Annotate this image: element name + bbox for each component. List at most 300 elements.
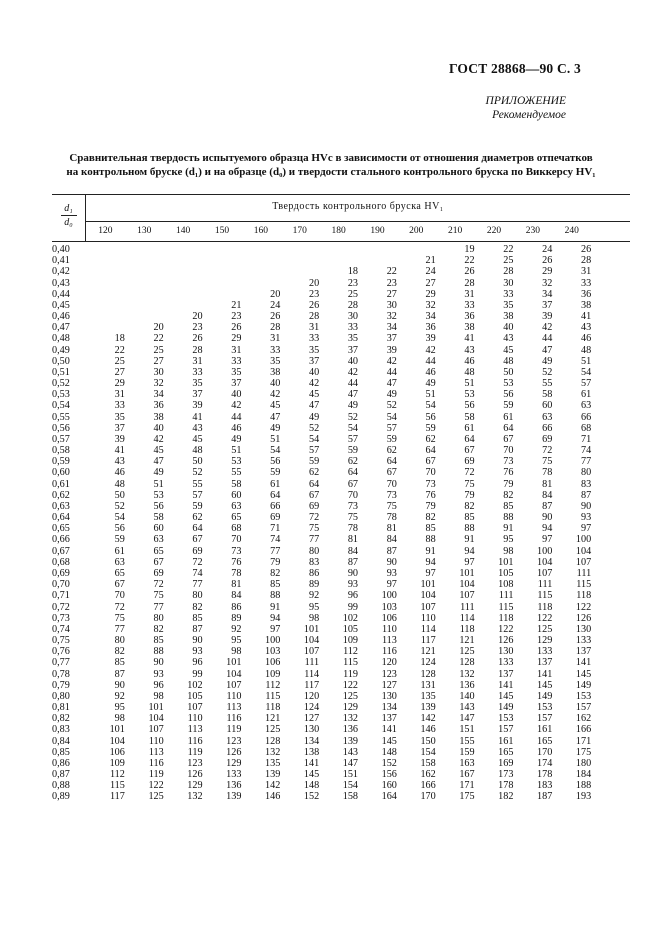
cell-value: 21 (231, 299, 242, 311)
cell-value: 117 (109, 791, 125, 803)
table-cell (203, 657, 242, 668)
table-cell (319, 400, 358, 411)
table-cell (552, 590, 591, 601)
cell-value: 101 (498, 556, 514, 568)
column-header: 150 (214, 226, 230, 236)
table-cell (552, 534, 591, 545)
table-cell (552, 456, 591, 467)
cell-value: 123 (381, 668, 397, 680)
cell-value: 52 (114, 500, 125, 512)
cell-value: 61 (270, 478, 281, 490)
table-cell (475, 613, 514, 624)
table-row (52, 300, 632, 311)
table-cell (86, 445, 125, 456)
table-cell (475, 389, 514, 400)
cell-value: 130 (575, 623, 592, 635)
cell-value: 87 (347, 556, 359, 568)
cell-value: 26 (542, 255, 553, 267)
table-cell (280, 322, 319, 333)
cell-value: 116 (187, 735, 203, 747)
table-cell (319, 602, 358, 613)
cell-value: 38 (580, 299, 592, 311)
table-cell (319, 289, 358, 300)
cell-value: 136 (459, 679, 475, 691)
cell-value: 83 (308, 556, 320, 568)
table-cell (319, 769, 358, 780)
cell-value: 73 (347, 500, 359, 512)
table-cell (86, 311, 125, 322)
table-cell (475, 780, 514, 791)
table-cell (164, 389, 203, 400)
table-cell (203, 278, 242, 289)
cell-value: 70 (503, 445, 514, 457)
table-cell (203, 389, 242, 400)
cell-value: 67 (503, 433, 514, 445)
cell-value: 113 (226, 702, 242, 714)
table-cell (358, 602, 397, 613)
cell-value: 28 (464, 277, 475, 289)
cell-value: 75 (153, 590, 164, 602)
table-cell (241, 289, 280, 300)
table-cell (280, 367, 319, 378)
cell-value: 107 (187, 702, 203, 714)
table-cell (436, 367, 475, 378)
table-cell (552, 646, 591, 657)
cell-value: 31 (270, 333, 281, 345)
cell-value: 58 (542, 389, 553, 401)
table-cell (86, 523, 125, 534)
cell-value: 137 (381, 713, 397, 725)
table-cell (397, 568, 436, 579)
table-cell (125, 780, 164, 791)
cell-value: 58 (464, 411, 475, 423)
table-cell (280, 412, 319, 423)
cell-value: 34 (153, 389, 164, 401)
table-cell (436, 490, 475, 501)
cell-value: 96 (192, 657, 203, 669)
table-cell (552, 523, 591, 534)
cell-value: 45 (503, 344, 514, 356)
cell-value: 43 (464, 344, 475, 356)
ratio-cell: 0,78 (52, 668, 70, 680)
table-cell (552, 412, 591, 423)
table-cell (358, 322, 397, 333)
table-cell (86, 613, 125, 624)
table-cell (358, 624, 397, 635)
table-cell (241, 345, 280, 356)
cell-value: 73 (231, 545, 242, 557)
table-cell (319, 724, 358, 735)
table-cell (436, 590, 475, 601)
table-cell (86, 412, 125, 423)
cell-value: 104 (148, 713, 164, 725)
cell-value: 48 (192, 445, 203, 457)
table-cell (552, 624, 591, 635)
cell-value: 134 (303, 735, 320, 747)
table-cell (319, 546, 358, 557)
cell-value: 40 (347, 355, 359, 367)
cell-value: 60 (153, 523, 164, 535)
table-cell (241, 724, 280, 735)
cell-value: 41 (114, 445, 125, 457)
cell-value: 135 (265, 757, 281, 769)
table-row (52, 691, 632, 702)
table-cell (475, 680, 514, 691)
table-row (52, 322, 632, 333)
table-cell (125, 579, 164, 590)
ratio-cell: 0,67 (52, 545, 70, 557)
table-cell (319, 434, 358, 445)
table-cell (475, 534, 514, 545)
table-cell (358, 512, 397, 523)
ratio-cell: 0,56 (52, 422, 70, 434)
table-cell (397, 646, 436, 657)
table-cell (280, 311, 319, 322)
cell-value: 115 (498, 601, 514, 613)
table-cell (358, 445, 397, 456)
table-cell (280, 501, 319, 512)
cell-value: 161 (537, 724, 553, 736)
table-cell (125, 602, 164, 613)
table-cell (552, 758, 591, 769)
table-cell (319, 758, 358, 769)
cell-value: 85 (464, 512, 475, 524)
cell-value: 51 (580, 355, 592, 367)
table-cell (125, 490, 164, 501)
table-cell (319, 680, 358, 691)
table-cell (86, 479, 125, 490)
cell-value: 119 (148, 769, 164, 781)
table-cell (164, 534, 203, 545)
table-cell (513, 557, 552, 568)
cell-value: 69 (464, 456, 475, 468)
table-cell (552, 490, 591, 501)
cell-value: 34 (542, 288, 553, 300)
cell-value: 37 (386, 333, 397, 345)
cell-value: 55 (231, 467, 242, 479)
table-cell (241, 646, 280, 657)
cell-value: 151 (459, 724, 475, 736)
table-cell (203, 635, 242, 646)
table-cell (280, 423, 319, 434)
table-cell (280, 266, 319, 277)
cell-value: 67 (386, 467, 397, 479)
table-cell (86, 367, 125, 378)
table-cell (125, 680, 164, 691)
cell-value: 165 (537, 735, 553, 747)
cell-value: 180 (575, 757, 592, 769)
table-cell (513, 780, 552, 791)
ratio-cell: 0,88 (52, 780, 70, 792)
cell-value: 89 (231, 612, 242, 624)
table-cell (319, 412, 358, 423)
table-cell (436, 266, 475, 277)
table-cell (125, 713, 164, 724)
table-cell (397, 445, 436, 456)
table-cell (319, 501, 358, 512)
table-cell (86, 501, 125, 512)
cell-value: 145 (575, 668, 592, 680)
table-cell (358, 613, 397, 624)
cell-value: 54 (114, 512, 125, 524)
cell-value: 30 (347, 311, 359, 323)
cell-value: 80 (192, 590, 203, 602)
table-cell (513, 333, 552, 344)
table-cell (436, 602, 475, 613)
table-cell (552, 747, 591, 758)
cell-value: 75 (464, 478, 475, 490)
table-cell (319, 702, 358, 713)
table-cell (280, 278, 319, 289)
table-cell (397, 736, 436, 747)
cell-value: 178 (498, 780, 514, 792)
table-cell (203, 266, 242, 277)
cell-value: 89 (308, 579, 320, 591)
cell-value: 33 (114, 400, 125, 412)
table-cell (203, 467, 242, 478)
cell-value: 145 (381, 735, 397, 747)
table-cell (513, 691, 552, 702)
cell-value: 122 (148, 780, 164, 792)
table-cell (513, 579, 552, 590)
cell-value: 95 (114, 702, 125, 714)
table-cell (552, 657, 591, 668)
table-cell (241, 534, 280, 545)
table-cell (319, 657, 358, 668)
cell-value: 123 (226, 735, 242, 747)
cell-value: 119 (226, 724, 242, 736)
cell-value: 52 (542, 366, 553, 378)
cell-value: 34 (386, 322, 397, 334)
table-cell (552, 724, 591, 735)
cell-value: 101 (459, 567, 475, 579)
table-cell (319, 791, 358, 802)
table-cell (552, 769, 591, 780)
ratio-cell: 0,61 (52, 478, 70, 490)
cell-value: 25 (114, 355, 125, 367)
table-cell (86, 546, 125, 557)
cell-value: 101 (148, 702, 164, 714)
cell-value: 82 (153, 623, 164, 635)
cell-value: 40 (153, 422, 164, 434)
table-row (52, 669, 632, 680)
table-cell (552, 479, 591, 490)
table-row (52, 680, 632, 691)
table-cell (358, 456, 397, 467)
cell-value: 111 (304, 657, 320, 669)
cell-value: 123 (187, 757, 203, 769)
cell-value: 105 (342, 623, 359, 635)
table-cell (475, 289, 514, 300)
table-row (52, 356, 632, 367)
cell-value: 97 (542, 534, 553, 546)
ratio-cell: 0,76 (52, 646, 70, 658)
table-row (52, 378, 632, 389)
cell-value: 98 (231, 646, 242, 658)
table-cell (552, 467, 591, 478)
cell-value: 162 (420, 769, 436, 781)
cell-value: 47 (308, 400, 320, 412)
cell-value: 114 (304, 668, 320, 680)
cell-value: 122 (498, 623, 514, 635)
table-cell (475, 367, 514, 378)
table-cell (436, 534, 475, 545)
cell-value: 78 (386, 512, 397, 524)
ratio-numerator: d₁ (64, 203, 73, 214)
cell-value: 67 (464, 445, 475, 457)
cell-value: 151 (342, 769, 359, 781)
ratio-cell: 0,59 (52, 456, 70, 468)
cell-value: 105 (187, 690, 203, 702)
table-cell (513, 635, 552, 646)
cell-value: 28 (192, 344, 203, 356)
cell-value: 188 (575, 780, 592, 792)
table-cell (436, 680, 475, 691)
table-cell (397, 467, 436, 478)
ratio-cell: 0,54 (52, 400, 70, 412)
cell-value: 72 (464, 467, 475, 479)
table-cell (241, 400, 280, 411)
table-cell (125, 389, 164, 400)
table-cell (358, 579, 397, 590)
table-cell (203, 602, 242, 613)
table-cell (125, 691, 164, 702)
cell-value: 125 (459, 646, 475, 658)
cell-value: 84 (386, 534, 397, 546)
cell-value: 69 (192, 545, 203, 557)
table-cell (475, 791, 514, 802)
table-cell (203, 512, 242, 523)
cell-value: 99 (192, 668, 203, 680)
ratio-cell: 0,69 (52, 567, 70, 579)
table-cell (86, 769, 125, 780)
table-cell (203, 624, 242, 635)
cell-value: 98 (114, 713, 125, 725)
cell-value: 100 (537, 545, 553, 557)
table-cell (203, 345, 242, 356)
cell-value: 157 (575, 702, 592, 714)
cell-value: 182 (498, 791, 514, 803)
cell-value: 92 (308, 590, 320, 602)
table-cell (280, 345, 319, 356)
table-cell (513, 713, 552, 724)
table-cell (397, 311, 436, 322)
table-cell (358, 278, 397, 289)
cell-value: 42 (542, 322, 553, 334)
table-cell (513, 568, 552, 579)
cell-value: 47 (270, 411, 281, 423)
cell-value: 33 (231, 355, 242, 367)
cell-value: 47 (386, 378, 397, 390)
cell-value: 85 (425, 523, 436, 535)
cell-value: 156 (381, 769, 397, 781)
ratio-cell: 0,47 (52, 322, 70, 334)
cell-value: 137 (498, 668, 514, 680)
table-cell (513, 490, 552, 501)
cell-value: 158 (342, 791, 359, 803)
table-cell (241, 680, 280, 691)
table-cell (280, 300, 319, 311)
cell-value: 33 (308, 333, 320, 345)
table-cell (358, 244, 397, 255)
cell-value: 133 (226, 769, 242, 781)
cell-value: 122 (342, 679, 359, 691)
table-cell (436, 423, 475, 434)
table-cell (513, 546, 552, 557)
column-header: 220 (486, 226, 502, 236)
table-cell (164, 579, 203, 590)
fraction-bar (61, 215, 77, 216)
table-cell (397, 378, 436, 389)
cell-value: 86 (231, 601, 242, 613)
cell-value: 49 (542, 355, 553, 367)
cell-value: 117 (304, 679, 320, 691)
table-cell (164, 512, 203, 523)
cell-value: 22 (503, 244, 514, 255)
ratio-cell: 0,43 (52, 277, 70, 289)
table-cell (552, 557, 591, 568)
table-cell (319, 512, 358, 523)
cell-value: 38 (270, 366, 281, 378)
table-cell (397, 624, 436, 635)
table-cell (203, 546, 242, 557)
cell-value: 122 (537, 612, 553, 624)
table-row (52, 311, 632, 322)
table-cell (241, 523, 280, 534)
table-cell (86, 289, 125, 300)
cell-value: 143 (459, 702, 475, 714)
cell-value: 174 (537, 757, 553, 769)
table-cell (513, 669, 552, 680)
table-cell (436, 635, 475, 646)
cell-value: 77 (270, 545, 281, 557)
table-cell (397, 691, 436, 702)
cell-value: 106 (109, 746, 125, 758)
cell-value: 119 (187, 746, 203, 758)
table-cell (319, 322, 358, 333)
table-top-rule (52, 194, 630, 195)
table-cell (552, 579, 591, 590)
cell-value: 62 (425, 433, 436, 445)
table-cell (475, 646, 514, 657)
cell-value: 69 (308, 500, 320, 512)
table-cell (125, 345, 164, 356)
cell-value: 45 (192, 433, 203, 445)
cell-value: 114 (420, 623, 436, 635)
cell-value: 82 (270, 567, 281, 579)
cell-value: 70 (386, 478, 397, 490)
table-cell (280, 512, 319, 523)
table-cell (241, 635, 280, 646)
table-cell (513, 747, 552, 758)
ratio-cell: 0,66 (52, 534, 70, 546)
table-row (52, 333, 632, 344)
cell-value: 59 (425, 422, 436, 434)
ratio-cell: 0,45 (52, 299, 70, 311)
table-cell (513, 345, 552, 356)
cell-value: 115 (576, 579, 592, 591)
cell-value: 169 (498, 757, 514, 769)
cell-value: 25 (503, 255, 514, 267)
cell-value: 121 (459, 635, 475, 647)
cell-value: 57 (580, 378, 592, 390)
cell-value: 39 (542, 311, 553, 323)
cell-value: 52 (308, 422, 320, 434)
cell-value: 114 (459, 612, 475, 624)
cell-value: 133 (498, 657, 514, 669)
table-cell (475, 333, 514, 344)
table-cell (280, 333, 319, 344)
